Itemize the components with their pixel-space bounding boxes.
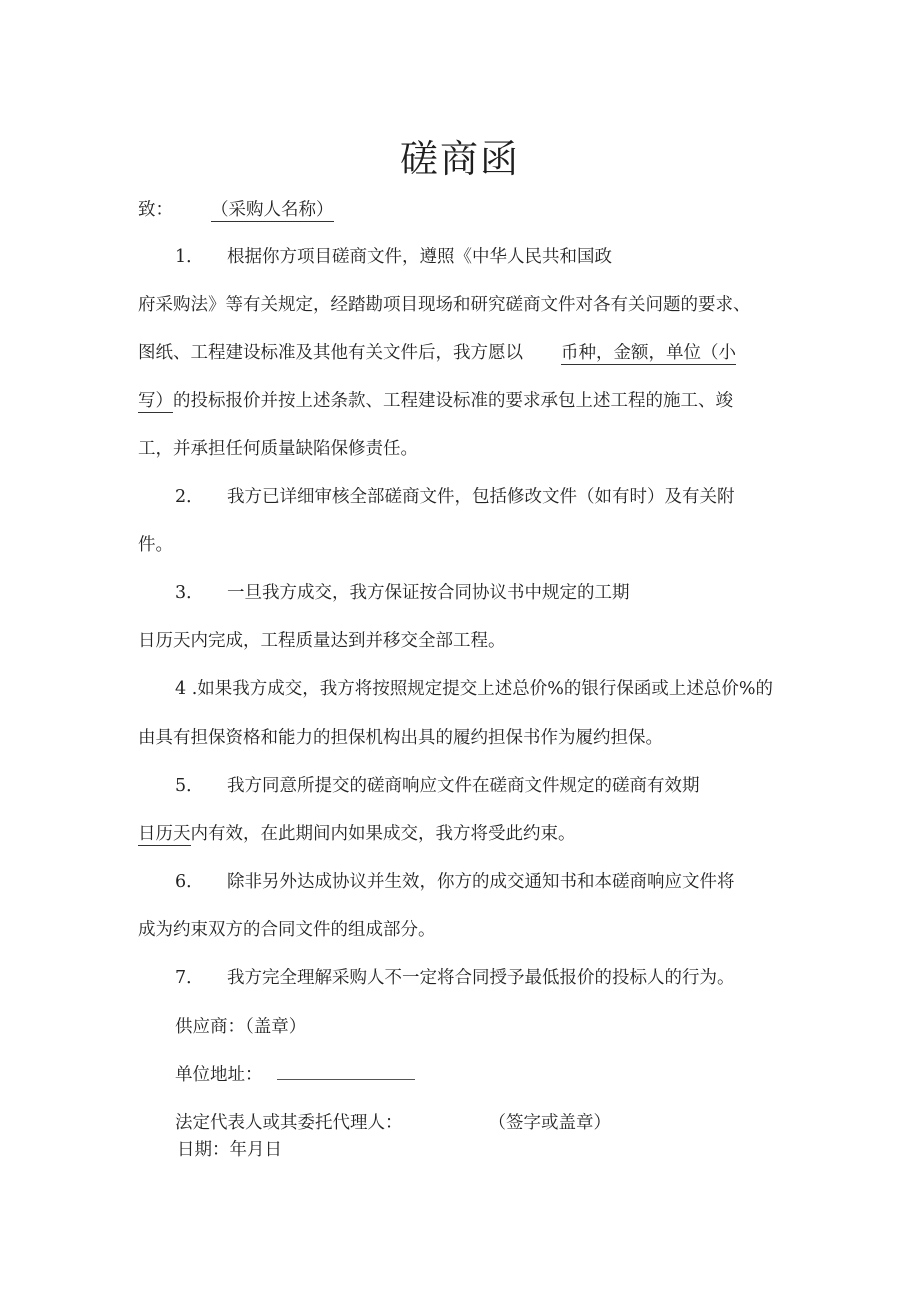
clause-5-line-2 xyxy=(138,822,576,846)
clause-5-text-1: 我方同意所提交的磋商响应文件在磋商文件规定的磋商有效期 xyxy=(227,776,700,796)
clause-3-line-2: 日历天内完成，工程质量达到并移交全部工程。 xyxy=(138,631,506,651)
address-line xyxy=(175,1063,415,1087)
validity-days-field: 日历天 xyxy=(138,824,191,844)
clause-3-line-1 xyxy=(175,581,630,605)
clause-4-line-1: 4 .如果我方成交，我方将按照规定提交上述总价%的银行保函或上述总价%的 xyxy=(175,679,774,699)
clause-2-line-2: 件。 xyxy=(138,535,173,555)
clause-1-line-4 xyxy=(138,389,733,413)
date-line: 日期：年月日 xyxy=(177,1140,282,1160)
clause-7-line-1 xyxy=(175,966,735,990)
clause-5-line-1 xyxy=(175,774,700,798)
clause-6-line-1 xyxy=(175,870,735,894)
bid-amount-field: 币种，金额，单位（小 xyxy=(561,343,736,363)
representative-sign-note: （签字或盖章） xyxy=(488,1113,611,1133)
representative-label: 法定代表人或其委托代理人： xyxy=(175,1113,403,1133)
clause-4-line-2: 由具有担保资格和能力的担保机构出具的履约担保书作为履约担保。 xyxy=(138,728,663,748)
clause-1-line-1 xyxy=(175,245,612,269)
clause-7-number: 7． xyxy=(175,968,204,988)
to-label: 致： xyxy=(138,200,173,220)
clause-1-line-3 xyxy=(138,341,736,365)
clause-6-number: 6． xyxy=(175,872,204,892)
clause-2-text-1: 我方已详细审核全部磋商文件，包括修改文件（如有时）及有关附 xyxy=(227,487,735,507)
clause-6-text-1: 除非另外达成协议并生效，你方的成交通知书和本磋商响应文件将 xyxy=(227,872,735,892)
clause-3-number: 3． xyxy=(175,583,204,603)
purchaser-name-field: （采购人名称） xyxy=(211,200,334,220)
clause-1-line-2: 府采购法》等有关规定，经踏勘项目现场和研究磋商文件对各有关问题的要求、 xyxy=(138,295,751,315)
clause-5-text-2: 内有效，在此期间内如果成交，我方将受此约束。 xyxy=(190,824,576,844)
clause-1-number: 1． xyxy=(175,247,204,267)
bid-amount-field-cont: 写） xyxy=(138,391,173,411)
clause-1-line-5: 工，并承担任何质量缺陷保修责任。 xyxy=(138,439,418,459)
clause-5-number: 5． xyxy=(175,776,204,796)
clause-6-line-2: 成为约束双方的合同文件的组成部分。 xyxy=(138,920,436,940)
clause-7-text-1: 我方完全理解采购人不一定将合同授予最低报价的投标人的行为。 xyxy=(227,968,735,988)
representative-line xyxy=(175,1111,611,1135)
supplier-seal-line: 供应商：（盖章） xyxy=(175,1017,307,1037)
clause-1-text-1: 根据你方项目磋商文件，遵照《中华人民共和国政 xyxy=(227,247,612,267)
clause-1-text-3: 图纸、工程建设标准及其他有关文件后，我方愿以 xyxy=(138,343,523,363)
address-label: 单位地址： xyxy=(175,1065,263,1085)
clause-2-line-1 xyxy=(175,485,735,509)
clause-1-text-4: 的投标报价并按上述条款、工程建设标准的要求承包上述工程的施工、竣 xyxy=(173,391,733,411)
clause-3-text-1: 一旦我方成交，我方保证按合同协议书中规定的工期 xyxy=(227,583,630,603)
document-title: 磋商函 xyxy=(399,137,520,181)
address-blank xyxy=(277,1067,415,1080)
clause-2-number: 2． xyxy=(175,487,204,507)
addressee-line xyxy=(138,198,334,222)
